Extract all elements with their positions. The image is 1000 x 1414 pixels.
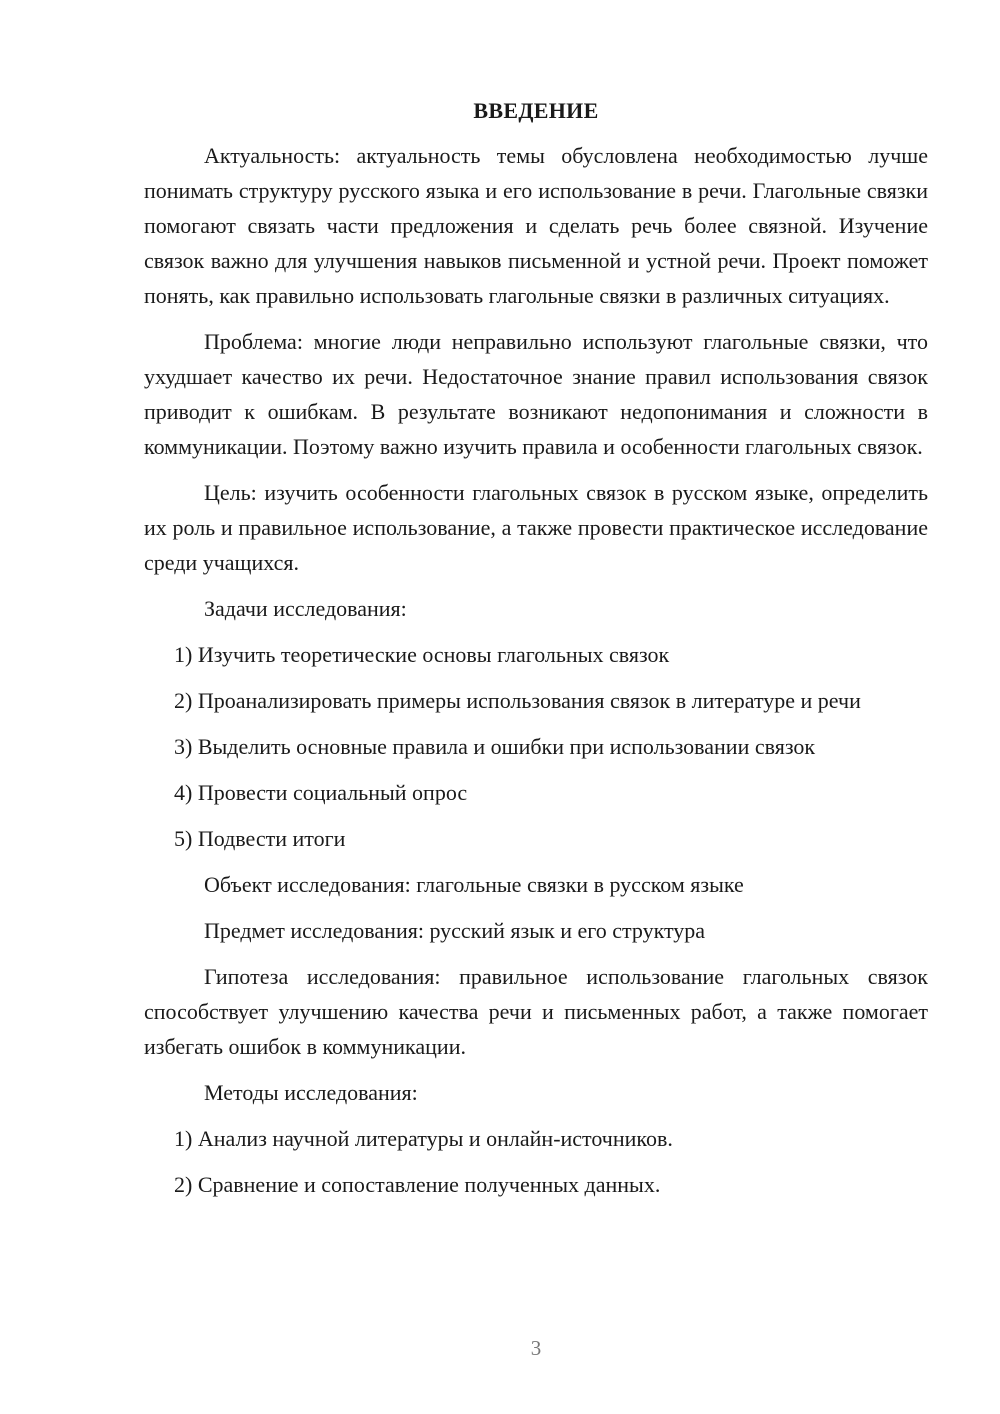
task-item: 2) Проанализировать примеры использования связок в литературе и речи	[174, 688, 861, 713]
relevance-paragraph: Актуальность: актуальность темы обусловлена необходимостью лучше понимать структуру русского языка и его использование в речи. Глагольные связки помогают связать части предложения и сделать речь более связной. Изучение связок важно для улучшения навыков письменной и устной речи. Проект поможет понять, как правильно использовать глагольные связки в различных ситуациях.	[144, 143, 928, 308]
research-subject: Предмет исследования: русский язык и его структура	[204, 918, 706, 943]
page-number: 3	[530, 1336, 542, 1360]
tasks-list	[144, 637, 928, 856]
section-title: ВВЕДЕНИЕ	[473, 98, 599, 123]
method-item: 1) Анализ научной литературы и онлайн-источников.	[174, 1126, 673, 1151]
methods-list	[144, 1121, 928, 1202]
goal-paragraph: Цель: изучить особенности глагольных связок в русском языке, определить их роль и правильное использование, а также провести практическое исследование среди учащихся.	[144, 480, 928, 575]
task-item: 3) Выделить основные правила и ошибки при использовании связок	[174, 734, 816, 759]
research-object: Объект исследования: глагольные связки в русском языке	[204, 872, 744, 897]
methods-heading: Методы исследования:	[204, 1080, 418, 1105]
hypothesis-paragraph: Гипотеза исследования: правильное использование глагольных связок способствует улучшению качества речи и письменных работ, а также помогает избегать ошибок в коммуникации.	[144, 964, 928, 1059]
task-item: 4) Провести социальный опрос	[174, 780, 468, 805]
tasks-heading: Задачи исследования:	[204, 596, 407, 621]
task-item: 1) Изучить теоретические основы глагольных связок	[174, 642, 670, 667]
page-content	[144, 96, 928, 1213]
method-item: 2) Сравнение и сопоставление полученных данных.	[174, 1172, 661, 1197]
task-item: 5) Подвести итоги	[174, 826, 346, 851]
problem-paragraph: Проблема: многие люди неправильно используют глагольные связки, что ухудшает качество их речи. Недостаточное знание правил использования связок приводит к ошибкам. В результате возникают недопонимания и сложности в коммуникации. Поэтому важно изучить правила и особенности глагольных связок.	[144, 329, 928, 459]
